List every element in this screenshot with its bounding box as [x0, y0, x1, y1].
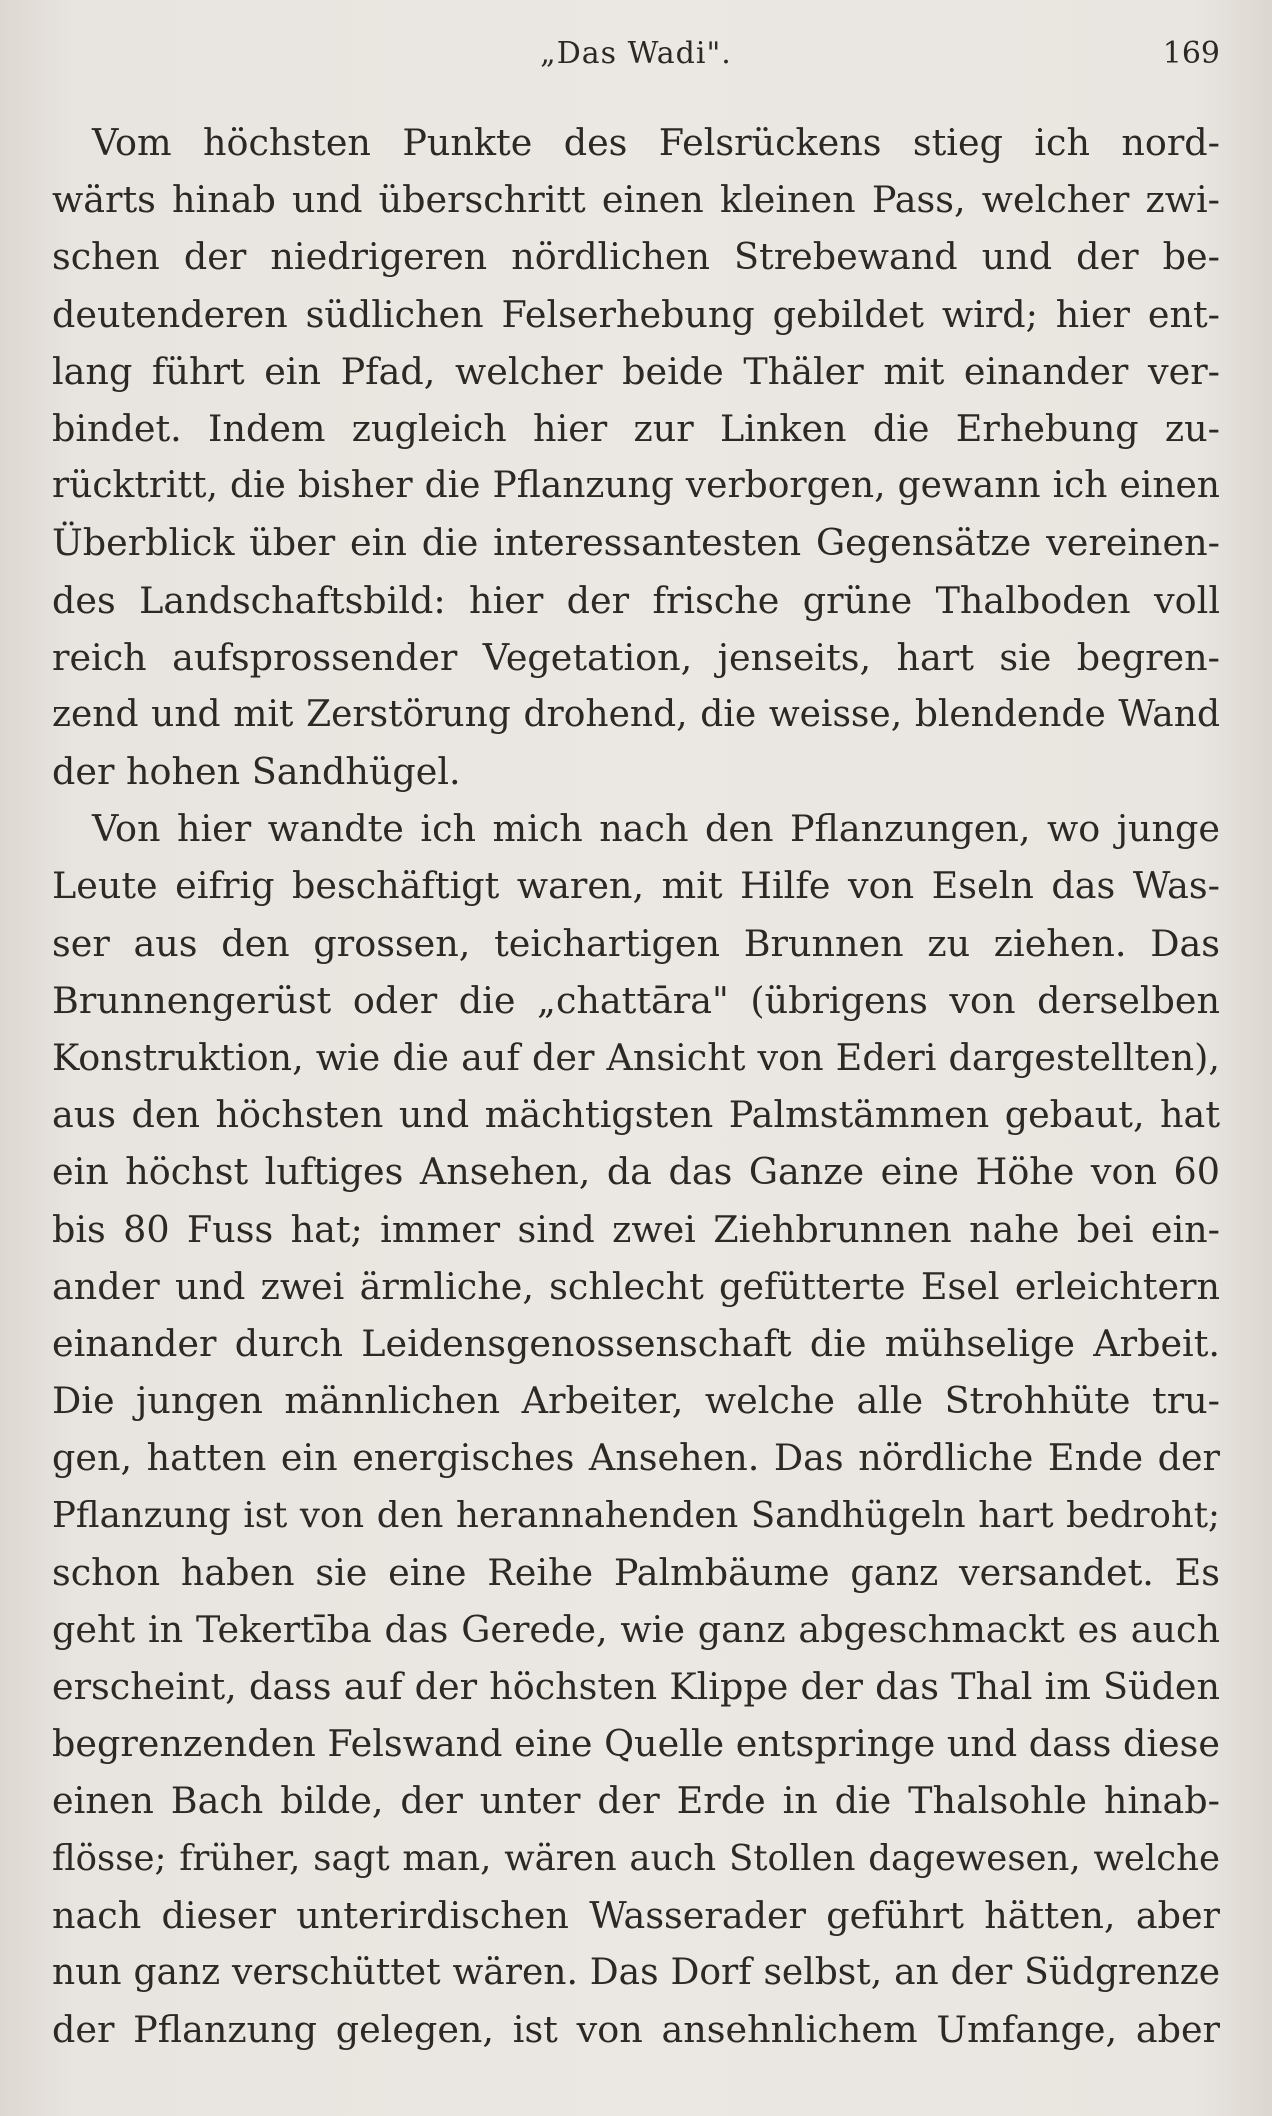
text-line: Brunnengerüst oder die „chattāra" (übrigens von derselben: [52, 978, 1220, 1022]
text-line: Konstruktion, wie die auf der Ansicht von Ederi dargestellten),: [52, 1036, 1220, 1079]
text-line: flösse; früher, sagt man, wären auch Stollen dagewesen, welche: [52, 1837, 1220, 1879]
text-line: bindet. Indem zugleich hier zur Linken die Erhebung zu-: [52, 406, 1220, 450]
body-text: [52, 114, 1220, 2058]
text-line: schon haben sie eine Reihe Palmbäume ganz versandet. Es: [52, 1550, 1220, 1594]
text-line: nach dieser unterirdischen Wasserader geführt hätten, aber: [52, 1893, 1220, 1937]
text-line: Pflanzung ist von den herannahenden Sandhügeln hart bedroht;: [52, 1494, 1220, 1536]
text-line: Die jungen männlichen Arbeiter, welche alle Strohhüte tru-: [52, 1379, 1220, 1423]
text-line: zend und mit Zerstörung drohend, die weisse, blendende Wand: [52, 693, 1220, 735]
text-line: Von hier wandte ich mich nach den Pflanzungen, wo junge: [92, 807, 1220, 851]
running-title: „Das Wadi".: [540, 36, 732, 71]
text-line: Überblick über ein die interessantesten Gegensätze vereinen-: [52, 521, 1220, 565]
text-line: deutenderen südlichen Felserhebung gebildet wird; hier ent-: [52, 292, 1220, 336]
page-number: 169: [1162, 36, 1220, 71]
text-line: ander und zwei ärmliche, schlecht gefütterte Esel erleichtern: [52, 1264, 1220, 1308]
text-line: einander durch Leidensgenossenschaft die mühselige Arbeit.: [52, 1321, 1220, 1365]
text-line: Leute eifrig beschäftigt waren, mit Hilfe von Eseln das Was-: [52, 864, 1220, 908]
paragraph-2: [52, 800, 1220, 2058]
text-line: lang führt ein Pfad, welcher beide Thäler mit einander ver-: [52, 349, 1220, 393]
text-line: nun ganz verschüttet wären. Das Dorf selbst, an der Südgrenze: [52, 1952, 1220, 1993]
text-line: ser aus den grossen, teichartigen Brunnen zu ziehen. Das: [52, 921, 1220, 965]
text-line: geht in Tekertība das Gerede, wie ganz abgeschmackt es auch: [52, 1607, 1220, 1651]
text-line: erscheint, dass auf der höchsten Klippe der das Thal im Süden: [52, 1665, 1220, 1709]
text-line: der Pflanzung gelegen, ist von ansehnlichem Umfange, aber: [52, 2008, 1220, 2052]
paragraph-1: [52, 114, 1220, 800]
text-line: einen Bach bilde, der unter der Erde in die Thalsohle hinab-: [52, 1779, 1220, 1823]
text-line: bis 80 Fuss hat; immer sind zwei Ziehbrunnen nahe bei ein-: [52, 1207, 1220, 1251]
text-line: rücktritt, die bisher die Pflanzung verborgen, gewann ich einen: [52, 465, 1220, 507]
text-line: reich aufsprossender Vegetation, jenseits, hart sie begren-: [52, 635, 1220, 679]
text-line: Vom höchsten Punkte des Felsrückens stieg ich nord-: [92, 121, 1220, 164]
text-line: der hohen Sandhügel.: [52, 750, 461, 794]
text-line: gen, hatten ein energisches Ansehen. Das nördliche Ende der: [52, 1436, 1220, 1480]
text-line: ein höchst luftiges Ansehen, da das Ganze eine Höhe von 60: [52, 1150, 1220, 1194]
page-header: [0, 36, 1272, 76]
text-line: begrenzenden Felswand eine Quelle entspringe und dass diese: [52, 1722, 1220, 1766]
text-line: wärts hinab und überschritt einen kleinen Pass, welcher zwi-: [52, 178, 1220, 222]
text-line: aus den höchsten und mächtigsten Palmstämmen gebaut, hat: [52, 1093, 1220, 1137]
text-line: schen der niedrigeren nördlichen Strebewand und der be-: [52, 235, 1220, 279]
text-line: des Landschaftsbild: hier der frische grüne Thalboden voll: [52, 578, 1220, 622]
